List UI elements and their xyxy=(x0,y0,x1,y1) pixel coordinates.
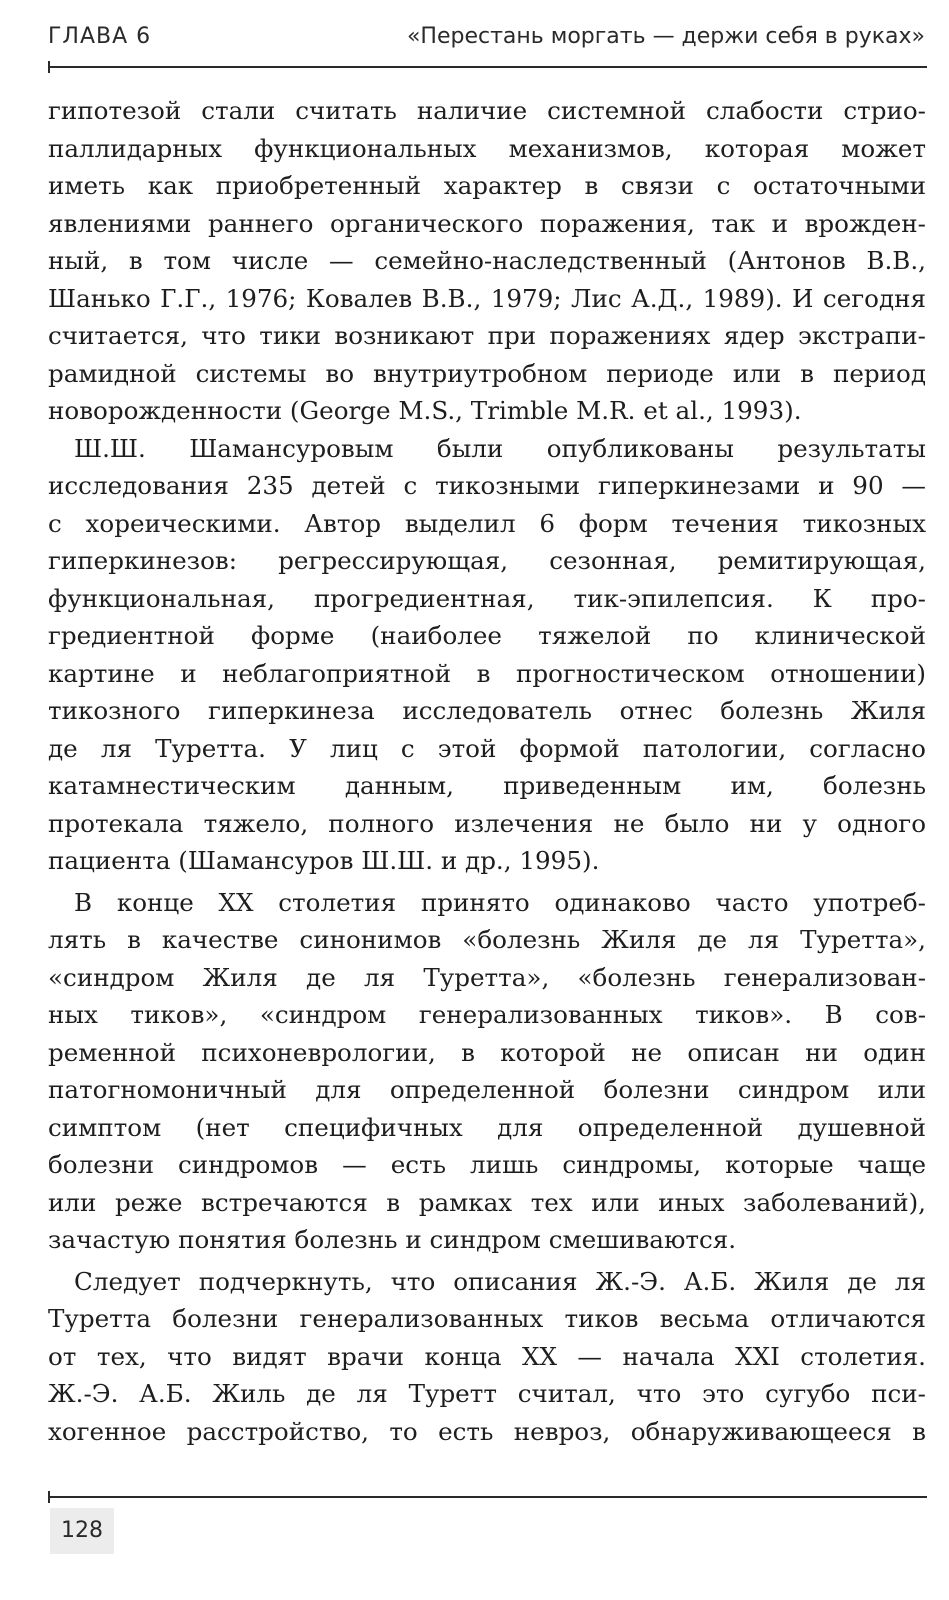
text-line: считается, что тики возникают при поражениях ядер экстрапи- xyxy=(48,321,926,350)
text-line: «синдром Жиля де ля Туретта», «болезнь генерализован- xyxy=(48,962,926,992)
body-text xyxy=(48,92,926,1450)
text-line: Ж.-Э. А.Б. Жиль де ля Туретт считал, что это сугубо пси- xyxy=(48,1379,926,1408)
text-line: от тех, что видят врачи конца XX — начала XXI столетия. xyxy=(48,1341,926,1371)
text-line: ный, в том числе — семейно-наследственный (Антонов В.В., xyxy=(48,246,926,275)
text-line: функциональная, прогредиентная, тик-эпилепсия. К про- xyxy=(48,583,926,613)
text-line: де ля Туретта. У лиц с этой формой патологии, согласно xyxy=(48,733,926,763)
text-line: симптом (нет специфичных для определенной душевной xyxy=(48,1112,926,1142)
text-line: рамидной системы во внутриутробном периоде или в период xyxy=(48,358,926,388)
page-number: 128 xyxy=(50,1508,114,1554)
text-line: ных тиков», «синдром генерализованных тиков». В сов- xyxy=(48,1000,926,1029)
text-line: гредиентной форме (наиболее тяжелой по клинической xyxy=(48,621,926,650)
text-line: В конце XX столетия принято одинаково часто употреб- xyxy=(74,887,926,917)
text-line: гипотезой стали считать наличие системной слабости стрио- xyxy=(48,96,926,125)
text-line: Ш.Ш. Шамансуровым были опубликованы результаты xyxy=(74,433,926,463)
text-line: тикозного гиперкинеза исследователь отнес болезнь Жиля xyxy=(48,696,926,725)
text-line: патогномоничный для определенной болезни синдром или xyxy=(48,1075,926,1104)
text-line: Шанько Г.Г., 1976; Ковалев В.В., 1979; Лис А.Д., 1989). И сегодня xyxy=(48,283,926,313)
text-line: Туретта болезни генерализованных тиков весьма отличаются xyxy=(48,1304,926,1333)
text-line: явлениями раннего органического поражения, так и врожден- xyxy=(48,208,926,238)
text-line: паллидарных функциональных механизмов, которая может xyxy=(48,133,926,163)
text-line: пациента (Шамансуров Ш.Ш. и др., 1995). xyxy=(48,846,600,875)
text-line: исследования 235 детей с тикозными гиперкинезами и 90 — xyxy=(48,471,926,500)
running-head xyxy=(48,24,925,58)
text-line: зачастую понятия болезнь и синдром смешиваются. xyxy=(48,1225,737,1254)
chapter-label: ГЛАВА 6 xyxy=(48,24,152,49)
text-line: болезни синдромов — есть лишь синдромы, которые чаще xyxy=(48,1150,926,1179)
text-line: хогенное расстройство, то есть невроз, обнаруживающееся в xyxy=(48,1416,926,1446)
text-line: или реже встречаются в рамках тех или иных заболеваний), xyxy=(48,1187,926,1217)
text-line: гиперкинезов: регрессирующая, сезонная, ремитирующая, xyxy=(48,546,926,575)
paragraph-1 xyxy=(48,92,926,430)
chapter-title: «Перестань моргать — держи себя в руках» xyxy=(406,24,925,49)
text-line: ременной психоневрологии, в которой не описан ни один xyxy=(48,1037,926,1067)
text-line: картине и неблагоприятной в прогностическом отношении) xyxy=(48,658,926,688)
text-line: с хореическими. Автор выделил 6 форм течения тикозных xyxy=(48,508,926,538)
text-line: протекала тяжело, полного излечения не было ни у одного xyxy=(48,808,926,838)
paragraph-2 xyxy=(48,430,926,880)
paragraph-4 xyxy=(48,1263,926,1451)
text-line: Следует подчеркнуть, что описания Ж.-Э. А.Б. Жиля де ля xyxy=(74,1266,926,1296)
text-line: иметь как приобретенный характер в связи с остаточными xyxy=(48,171,926,200)
footer-rule xyxy=(48,1496,927,1498)
text-line: катамнестическим данным, приведенным им, болезнь xyxy=(48,771,926,800)
header-rule xyxy=(48,66,927,68)
text-line: новорожденности (George M.S., Trimble M.R. et al., 1993). xyxy=(48,396,802,425)
text-line: лять в качестве синонимов «болезнь Жиля де ля Туретта», xyxy=(48,925,926,954)
paragraph-3 xyxy=(48,884,926,1259)
